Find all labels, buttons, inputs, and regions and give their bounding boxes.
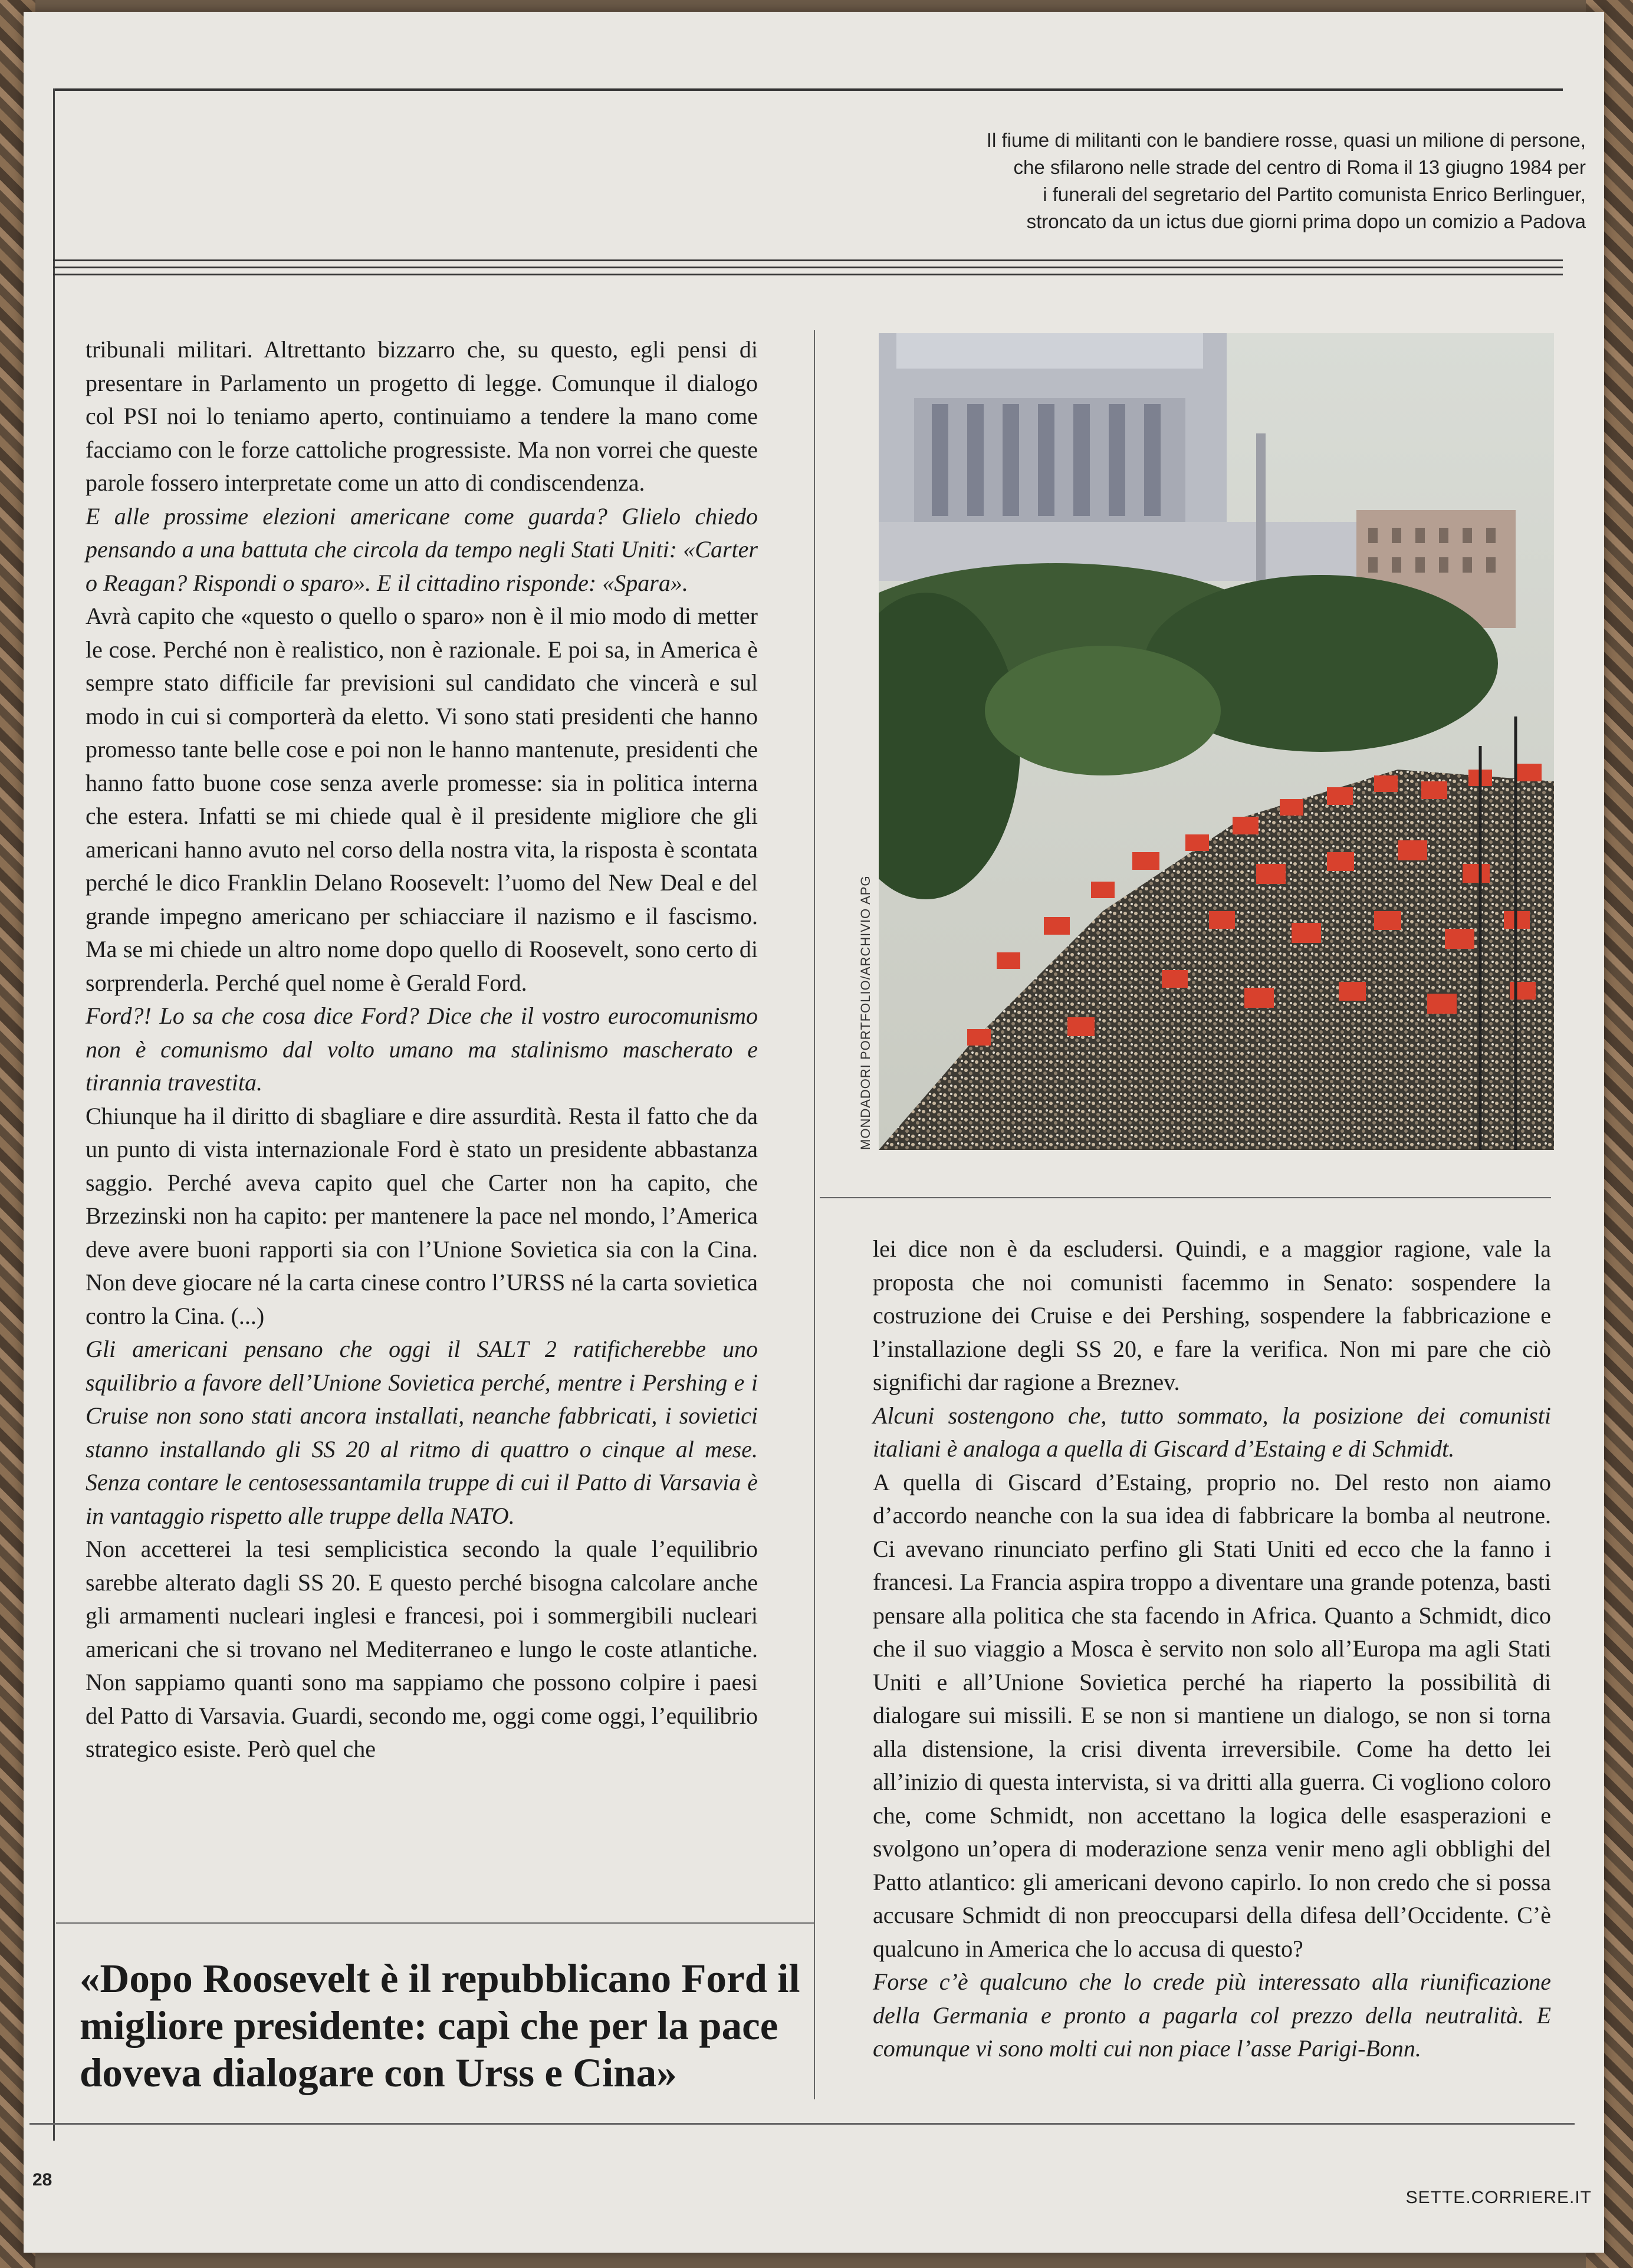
photo-bottom-rule xyxy=(820,1197,1551,1198)
paragraph-question: Ford?! Lo sa che cosa dice Ford? Dice che il vostro eurocomunismo non è comunismo dal volto umano ma stalinismo mascherato e tirannia travestita. xyxy=(86,1002,758,1096)
right-text-column xyxy=(873,1232,1551,2066)
caption-line: stroncato da un ictus due giorni prima dopo un comizio a Padova xyxy=(1026,211,1586,232)
header-rule-3 xyxy=(53,274,1563,275)
caption-line: che sfilarono nelle strade del centro di Roma il 13 giugno 1984 per xyxy=(1013,156,1586,178)
photo-credit: MONDADORI PORTFOLIO/ARCHIVIO APG xyxy=(858,875,873,1150)
paragraph-answer: Chiunque ha il diritto di sbagliare e dire assurdità. Resta il fatto che da un punto di vista internazionale Ford è stato un presidente abbastanza saggio. Perché aveva capito quel che Carter non ha capito, che Brzezinski non ha capito: per mantenere la pace nel mondo, l’America deve avere buoni rapporti sia con l’Unione Sovietica sia con la Cina. Non deve giocare né la carta cinese contro l’URSS né la carta sovietica contro la Cina. (...) xyxy=(86,1102,758,1329)
paragraph-answer: Avrà capito che «questo o quello o sparo» non è il mio modo di metter le cose. Perché non è realistico, non è razionale. E poi sa, in America è sempre stato difficile far previsioni sul candidato che vincerà e sul modo in cui si comporterà da eletto. Vi sono stati presidenti che hanno promesso tante belle cose e poi non le hanno mantenute, presidenti che hanno fatto buone cose senza averle promesse: sia in politica interna che estera. Infatti se mi chiede qual è il presidente migliore che gli americani hanno avuto nel corso della nostra vita, la risposta è scontata perché le dico Franklin Delano Roosevelt: l’uomo del New Deal e del grande impegno americano per schiacciare il nazismo e il fascismo. Ma se mi chiede un altro nome dopo quello di Roosevelt, sono certo di sorprenderla. Perché quel nome è Gerald Ford. xyxy=(86,603,758,996)
paragraph-answer: lei dice non è da escludersi. Quindi, e a maggior ragione, vale la proposta che noi comunisti facemmo in Senato: sospendere la costruzione dei Cruise e dei Pershing, sospendere la fabbricazione e l’installazione degli SS 20, e fare la verifica. Non mi pare che ciò significhi dar ragione a Breznev. xyxy=(873,1235,1551,1395)
photo-illustration xyxy=(879,333,1554,1150)
caption-line: Il fiume di militanti con le bandiere rosse, quasi un milione di persone, xyxy=(986,129,1586,151)
paragraph-question: E alle prossime elezioni americane come guarda? Glielo chiedo pensando a una battuta che circola da tempo negli Stati Uniti: «Carter o Reagan? Rispondi o sparo». E il cittadino risponde: «Spara». xyxy=(86,502,758,596)
funeral-crowd-photo xyxy=(879,333,1554,1150)
left-text-column xyxy=(86,333,758,1766)
paragraph-answer: Non accetterei la tesi semplicistica secondo la quale l’equilibrio sarebbe alterato dagli SS 20. E questo perché bisogna calcolare anche gli armamenti nucleari inglesi e francesi, poi i sommergibili nucleari americani che si trovano nel Mediterraneo e lungo le coste atlantiche. Non sappiamo quanti sono ma sappiamo che possono colpire i paesi del Patto di Varsavia. Guardi, secondo me, oggi come oggi, l’equilibrio strategico esiste. Però quel che xyxy=(86,1536,758,1762)
pullquote-top-rule xyxy=(56,1922,814,1924)
frame-top-rule xyxy=(53,88,1563,91)
header-rule-1 xyxy=(53,259,1563,261)
paragraph-question: Forse c’è qualcuno che lo crede più interessato alla riunificazione della Germania e pronto a pagarla col prezzo della neutralità. E comunque vi sono molti cui non piace l’asse Parigi-Bonn. xyxy=(873,1968,1551,2062)
column-divider xyxy=(814,330,815,2099)
page-number: 28 xyxy=(32,2170,52,2190)
site-url: SETTE.CORRIERE.IT xyxy=(1405,2188,1592,2207)
paragraph-question: Gli americani pensano che oggi il SALT 2 ratificherebbe uno squilibrio a favore dell’Unione Sovietica perché, mentre i Pershing e i Cruise non sono stati ancora installati, neanche fabbricati, i sovietici stanno installando gli SS 20 al ritmo di quattro o cinque al mese. Senza contare le centosessantamila truppe di cui il Patto di Varsavia è in vantaggio rispetto alle truppe della NATO. xyxy=(86,1336,758,1529)
frame-left-rule xyxy=(53,88,55,2141)
pull-quote: «Dopo Roosevelt è il repubblicano Ford il migliore presidente: capì che per la pace doveva dialogare con Urss e Cina» xyxy=(80,1956,800,2095)
paragraph-question: Alcuni sostengono che, tutto sommato, la posizione dei comunisti italiani è analoga a quella di Giscard d’Estaing e di Schmidt. xyxy=(873,1402,1551,1462)
paragraph-answer: A quella di Giscard d’Estaing, proprio no. Del resto non aiamo d’accordo neanche con la sua idea di fabbricare la bomba al neutrone. Ci avevano rinunciato perfino gli Stati Uniti ed ecco che la fanno i francesi. La Francia aspira troppo a diventare una grande potenza, basti pensare alla politica che sta facendo in Africa. Quanto a Schmidt, dico che il suo viaggio a Mosca è servito non solo all’Europa ma agli Stati Uniti e all’Unione Sovietica perché ha riaperto la possibilità di dialogare sui missili. E se non si mantiene un dialogo, se non si torna alla distensione, la crisi diventa irreversibile. Come ha detto lei all’inizio di questa intervista, si va dritti alla guerra. Ci vogliono coloro che, come Schmidt, non accettano la logica delle esasperazioni e svolgono un’opera di moderazione senza venir meno agli obblighi del Patto atlantico: gli americani devono capirlo. Io non credo che si possa accusare Schmidt di non preoccuparsi della difesa dell’Occidente. C’è qualcuno in America che lo accusa di questo? xyxy=(873,1468,1551,1962)
photo-caption xyxy=(801,127,1586,235)
paragraph-answer: tribunali militari. Altrettanto bizzarro che, su questo, egli pensi di presentare in Parlamento un progetto di legge. Comunque il dialogo col PSI noi lo teniamo aperto, continuiamo a tendere la mano come facciamo con le forze cattoliche progressiste. Ma non vorrei che queste parole fossero interpretate come un atto di condiscendenza. xyxy=(86,336,758,496)
header-rule-2 xyxy=(53,267,1563,268)
caption-line: i funerali del segretario del Partito comunista Enrico Berlinguer, xyxy=(1043,183,1586,205)
footer-rule xyxy=(29,2123,1575,2125)
